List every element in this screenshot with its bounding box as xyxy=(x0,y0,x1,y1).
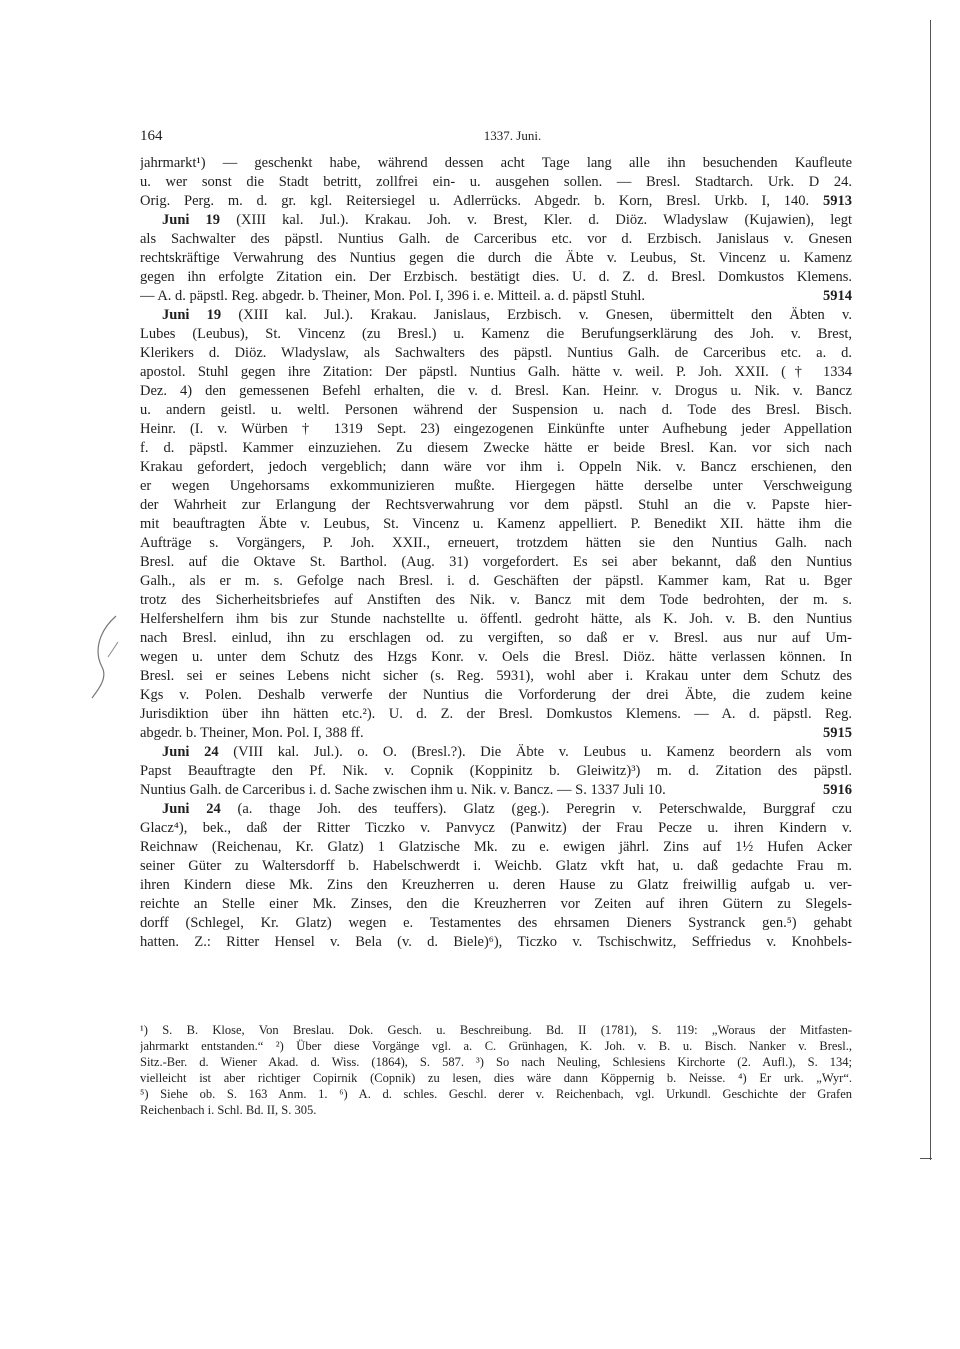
line-text: Dez. 4) den gemessenen Befehl erhalten, die v. d. Bresl. Kan. Heinr. v. Drogus u. Nik. v. Bancz xyxy=(140,383,852,399)
text-line xyxy=(140,743,852,762)
line-text: Reichnaw (Reichenau, Kr. Glatz) 1 Glatzische Mk. zu e. ewigen jährl. Zins auf 1½ Hufen Acker xyxy=(140,839,852,855)
line-text: Nuntius Galh. de Carceribus i. d. Sache zwischen ihm u. Nik. v. Bancz. — S. 1337 Juli 10. xyxy=(140,782,666,798)
page-header xyxy=(140,128,855,150)
text-line xyxy=(140,572,852,591)
footnotes xyxy=(140,1022,852,1118)
text-line xyxy=(140,382,852,401)
text-line xyxy=(140,724,852,743)
footnote-line: Sitz.-Ber. d. Wiener Akad. d. Wiss. (1864), S. 587. ³) So nach Neuling, Schlesiens Kirchorte (2. Aufl.), S. 134; xyxy=(140,1055,852,1069)
scan-edge-tick xyxy=(920,1158,932,1159)
main-text xyxy=(140,154,852,952)
line-text: Papst Beauftragte den Pf. Nik. v. Copnik (Koppinitz b. Gleiwitz)³) m. d. Zitation des päpstl. xyxy=(140,763,852,779)
line-text: er wegen Ungehorsams exkommunizieren mußte. Hiergegen hätte derselbe unter Verschweigung xyxy=(140,478,852,494)
text-line xyxy=(140,591,852,610)
line-text: der Wahrheit zur Erlangung der Rechtsverwahrung vor dem päpstl. Stuhl an die v. Papste hier- xyxy=(140,497,852,513)
text-line xyxy=(140,230,852,249)
text-line xyxy=(140,914,852,933)
footnote-line: Reichenbach i. Schl. Bd. II, S. 305. xyxy=(140,1103,317,1117)
text-line xyxy=(140,401,852,420)
text-line xyxy=(140,249,852,268)
text-line xyxy=(140,325,852,344)
line-text: Heinr. (I. v. Würben † 1319 Sept. 23) eingezogenen Einkünfte unter Aufhebung jeder Appellation xyxy=(140,421,852,437)
text-line xyxy=(140,439,852,458)
entry-date: 5913 xyxy=(823,193,852,209)
regest-number: 5915 xyxy=(823,725,852,741)
regest-number: 5916 xyxy=(823,782,852,798)
page-number: 164 xyxy=(140,128,163,144)
text-line xyxy=(140,819,852,838)
line-text: Orig. Perg. m. d. gr. kgl. Reitersiegel u. Adlerrücks. Abgedr. b. Korn, Bresl. Urkb. I, 140. xyxy=(140,193,823,209)
line-text: Krakau gefordert, jedoch vergeblich; dann wäre vor ihm i. Oppeln Nik. v. Bancz erschienen, den xyxy=(140,459,852,475)
line-text: (a. thage Joh. des teuffers). Glatz (geg.). Peregrin v. Peterschwalde, Burggraf czu xyxy=(220,801,852,817)
text-line xyxy=(140,496,852,515)
line-text: apostol. Stuhl gegen ihre Zitation: Der päpstl. Nuntius Galh. hätte v. weil. P. Joh. XXII. († 1334 xyxy=(140,364,852,380)
text-line xyxy=(140,154,852,173)
text-line xyxy=(140,534,852,553)
text-line xyxy=(140,933,852,952)
text-line xyxy=(140,211,852,230)
text-line xyxy=(140,895,852,914)
line-text: Bresl. sei er seines Lebens nicht sicher (s. Reg. 5931), wohl aber i. Krakau unter dem Schutz des xyxy=(140,668,852,684)
text-line xyxy=(140,629,852,648)
line-text: (XIII kal. Jul.). Krakau. Joh. v. Brest, Kler. d. Diöz. Wladyslaw (Kujawien), legt xyxy=(220,212,852,228)
line-text: rechtskräftige Verwahrung des Nuntius gegen die durch die Äbte v. Leubus, St. Vincenz u. Kamenz xyxy=(140,250,852,266)
text-line xyxy=(140,610,852,629)
text-line xyxy=(140,553,852,572)
entry-date: Juni 24 xyxy=(162,744,219,760)
line-text: f. d. päpstl. Kammer einzuziehen. Zu diesem Zwecke hätte er beide Bresl. Kan. vor sich nach xyxy=(140,440,852,456)
line-text: wegen u. unter dem Schutz des Hzgs Konr. v. Oels die Bresl. Diöz. hätte verlassen können. In xyxy=(140,649,852,665)
line-text: Lubes (Leubus), St. Vincenz (zu Bresl.) u. Kamenz die Berufungserklärung des Joh. v. Brest, xyxy=(140,326,852,342)
line-text: Galh., als er m. s. Gefolge nach Bresl. i. d. Geschäften der päpstl. Kammer kam, Rat u. Bger xyxy=(140,573,852,589)
footnote-line: ⁵) Siehe ob. S. 163 Anm. 1. ⁶) A. d. schles. Geschl. derer v. Reichenbach, vgl. Urkundl. Geschichte der Grafen xyxy=(140,1087,852,1101)
text-line xyxy=(140,762,852,781)
line-text: gegen ihn erfolgte Zitation ein. Der Erzbisch. bestätigt dies. U. d. Z. d. Bresl. Domkustos Klemens. xyxy=(140,269,852,285)
footnote-line: jahrmarkt entstanden.“ ²) Über diese Vorgänge vgl. a. C. Grünhagen, K. Joh. v. B. u. Bisch. Nanker v. Bresl., xyxy=(140,1039,852,1053)
line-text: (XIII kal. Jul.). Krakau. Janislaus, Erzbisch. v. Gnesen, übermittelt den Äbten v. xyxy=(221,307,852,323)
text-line xyxy=(140,192,852,211)
text-line xyxy=(140,838,852,857)
line-text: Jurisdiktion über ihn hätten etc.²). U. d. Z. der Bresl. Domkustos Klemens. — A. d. päpstl. Reg. xyxy=(140,706,852,722)
line-text: Kgs v. Polen. Deshalb verwerfe der Nuntius die Vorforderung der drei Äbte, die zudem keine xyxy=(140,687,852,703)
text-line xyxy=(140,515,852,534)
text-line xyxy=(140,686,852,705)
text-line xyxy=(140,268,852,287)
line-text: hatten. Z.: Ritter Hensel v. Bela (v. d. Biele)⁶), Ticzko v. Tschischwitz, Seffriedus v. Knohbels- xyxy=(140,934,852,950)
footnote-line: ¹) S. B. Klose, Von Breslau. Dok. Gesch. u. Beschreibung. Bd. II (1781), S. 119: „Woraus der Mitfasten- xyxy=(140,1023,852,1037)
text-line xyxy=(140,287,852,306)
line-text: u. andern geistl. u. weltl. Personen während der Suspension u. nach d. Tode des Bresl. Bisch. xyxy=(140,402,852,418)
line-text: Glacz⁴), bek., daß der Ritter Ticzko v. Panvycz (Panwitz) der Frau Pecze u. ihren Kindern v. xyxy=(140,820,852,836)
line-text: als Sachwalter des päpstl. Nuntius Galh. de Carceribus etc. vor d. Erzbisch. Janislaus v. Gnesen xyxy=(140,231,852,247)
footnote-line: vielleicht ist aber richtiger Copirnik (Copnik) zu lesen, dies wäre dann Köppernig b. Neisse. ⁴) Er urk. „Wyr“. xyxy=(140,1071,852,1085)
text-line xyxy=(140,306,852,325)
running-head: 1337. Juni. xyxy=(483,128,542,143)
line-text: Aufträge s. Vorgängers, P. Joh. XXII., erneuert, trotzdem hätten sie den Nuntius Galh. nach xyxy=(140,535,852,551)
line-text: Bresl. auf die Oktave St. Barthol. (Aug. 31) vorgefordert. Es sei aber bekannt, daß den Nuntius xyxy=(140,554,852,570)
line-text: dorff (Schlegel, Kr. Glatz) wegen e. Testamentes des ehrsamen Dieners Systranck gen.⁵) gehabt xyxy=(140,915,852,931)
entry-date: Juni 24 xyxy=(162,801,221,817)
text-line xyxy=(140,667,852,686)
line-text: ihren Kindern diese Mk. Zins den Kreuzherren u. deren Hause zu Glatz freiwillig aufgab u. ver- xyxy=(140,877,852,893)
line-text: jahrmarkt¹) — geschenkt habe, während dessen acht Tage lang alle ihn besuchenden Kaufleute xyxy=(140,155,852,171)
text-line xyxy=(140,477,852,496)
line-text: seiner Güter zu Waltersdorff b. Habelschwerdt i. Weichb. Glatz vkft hat, u. daß gedachte Frau m. xyxy=(140,858,852,874)
text-line xyxy=(140,173,852,192)
margin-pencil-mark xyxy=(88,612,128,707)
line-text: trotz des Sicherheitsbriefes auf Anstiften des Nik. v. Bancz mit dem Tode bedrohten, der m. s. xyxy=(140,592,852,608)
entry-date: Juni 19 xyxy=(162,307,222,323)
line-text: reichte an Stelle einer Mk. Zinses, den die Kreuzherren vor Zeiten auf ihren Gütern zu Slegels- xyxy=(140,896,852,912)
scan-edge-line xyxy=(930,20,931,1160)
line-text: nach Bresl. einlud, ihn zu erschlagen od. zu vergiften, so daß er v. Bresl. aus nur auf Um- xyxy=(140,630,852,646)
text-line xyxy=(140,857,852,876)
line-text: Klerikers d. Diöz. Wladyslaw, als Sachwalters des päpstl. Nuntius Galh. de Carceribus etc. a. d. xyxy=(140,345,852,361)
text-line xyxy=(140,344,852,363)
text-line xyxy=(140,458,852,477)
text-line xyxy=(140,800,852,819)
line-text: (VIII kal. Jul.). o. O. (Bresl.?). Die Äbte v. Leubus u. Kamenz beordern als vom xyxy=(218,744,852,760)
text-line xyxy=(140,705,852,724)
line-text: u. wer sonst die Stadt betritt, zollfrei ein- u. ausgehen sollen. — Bresl. Stadtarch. Urk. D 24. xyxy=(140,174,852,190)
text-line xyxy=(140,781,852,800)
entry-date: Juni 19 xyxy=(162,212,221,228)
line-text: mit beauftragten Äbte v. Leubus, St. Vincenz u. Kamenz appelliert. P. Benedikt XII. hätte ihm die xyxy=(140,516,852,532)
line-text: Helfershelfern ihm bis zur Stunde nachstellte u. öffentl. gedroht hätte, als K. Joh. v. B. den Nuntius xyxy=(140,611,852,627)
regest-number: 5914 xyxy=(823,288,852,304)
line-text: abgedr. b. Theiner, Mon. Pol. I, 388 ff. xyxy=(140,725,364,741)
text-line xyxy=(140,420,852,439)
text-line xyxy=(140,648,852,667)
text-line xyxy=(140,363,852,382)
text-line xyxy=(140,876,852,895)
line-text: — A. d. päpstl. Reg. abgedr. b. Theiner, Mon. Pol. I, 396 i. e. Mitteil. a. d. päpstl Stuhl. xyxy=(140,288,646,304)
